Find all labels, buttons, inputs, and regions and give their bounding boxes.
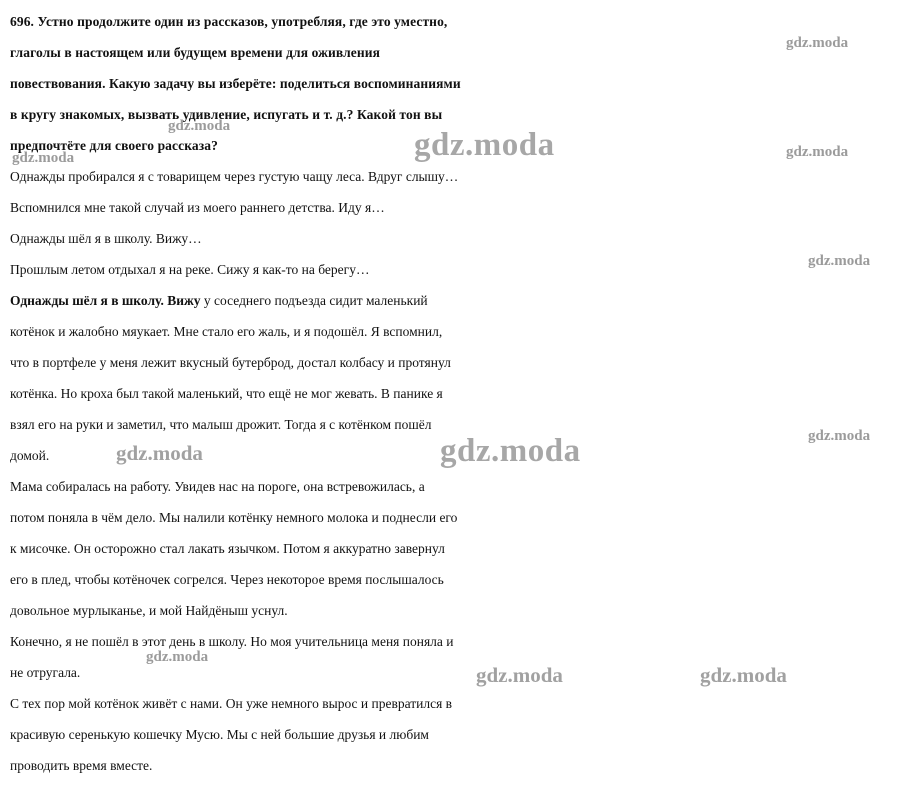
story-line: не отругала.: [10, 665, 81, 680]
watermark: gdz.moda: [414, 127, 555, 163]
task-statement: [10, 6, 915, 161]
task-line: предпочтёте для своего рассказа?: [10, 138, 218, 153]
story-line: его в плед, чтобы котёночек согрелся. Через некоторое время послышалось: [10, 572, 444, 587]
story-line: С тех пор мой котёнок живёт с нами. Он уже немного вырос и превратился в: [10, 696, 453, 711]
story-paragraph: [10, 626, 915, 688]
watermark: gdz.moda: [146, 649, 209, 665]
story-paragraph: [10, 285, 915, 471]
story-line: к мисочке. Он осторожно стал лакать язычком. Потом я аккуратно завернул: [10, 541, 445, 556]
watermark: gdz.moda: [808, 253, 871, 269]
beginning-line: Прошлым летом отдыхал я на реке. Сижу я как-то на берегу…: [10, 262, 370, 277]
story-line: довольное мурлыканье, и мой Найдёныш уснул.: [10, 603, 288, 618]
watermark: gdz.moda: [168, 118, 231, 134]
story-line: [10, 285, 915, 316]
watermark: gdz.moda: [440, 433, 581, 469]
story-line: взял его на руки и заметил, что малыш дрожит. Тогда я с котёнком пошёл: [10, 417, 432, 432]
beginning-line: Однажды пробирался я с товарищем через густую чащу леса. Вдруг слышу…: [10, 169, 459, 184]
story-text: [10, 285, 915, 781]
task-line: глаголы в настоящем или будущем времени для оживления: [10, 45, 381, 60]
story-line: Мама собиралась на работу. Увидев нас на пороге, она встревожилась, а: [10, 479, 425, 494]
story-beginnings: [10, 161, 915, 285]
watermark: gdz.moda: [808, 428, 871, 444]
task-line: повествования. Какую задачу вы изберёте: поделиться воспоминаниями: [10, 76, 461, 91]
story-line-rest: у соседнего подъезда сидит маленький: [200, 293, 428, 308]
story-line: котёнка. Но кроха был такой маленький, что ещё не мог жевать. В панике я: [10, 386, 443, 401]
story-line: проводить время вместе.: [10, 758, 153, 773]
watermark: gdz.moda: [116, 441, 203, 465]
story-line: красивую серенькую кошечку Мусю. Мы с ней большие друзья и любим: [10, 727, 429, 742]
task-line: 696. Устно продолжите один из рассказов, употребляя, где это уместно,: [10, 14, 448, 29]
story-lead: Однажды шёл я в школу. Вижу: [10, 293, 201, 308]
watermark: gdz.moda: [476, 663, 563, 687]
story-line: Конечно, я не пошёл в этот день в школу. Но моя учительница меня поняла и: [10, 634, 454, 649]
story-paragraph: [10, 688, 915, 781]
task-line: в кругу знакомых, вызвать удивление, испугать и т. д.? Какой тон вы: [10, 107, 443, 122]
watermark: gdz.moda: [12, 150, 75, 166]
story-line: потом поняла в чём дело. Мы налили котёнку немного молока и поднесли его: [10, 510, 458, 525]
story-line: домой.: [10, 448, 50, 463]
beginning-line: Вспомнился мне такой случай из моего раннего детства. Иду я…: [10, 200, 385, 215]
story-line: что в портфеле у меня лежит вкусный бутерброд, достал колбасу и протянул: [10, 355, 451, 370]
story-paragraph: [10, 471, 915, 626]
watermark: gdz.moda: [786, 35, 849, 51]
beginning-line: Однажды шёл я в школу. Вижу…: [10, 231, 202, 246]
watermark: gdz.moda: [786, 144, 849, 160]
story-line: котёнок и жалобно мяукает. Мне стало его жаль, и я подошёл. Я вспомнил,: [10, 324, 443, 339]
watermark: gdz.moda: [700, 663, 787, 687]
document-page: [10, 6, 915, 781]
